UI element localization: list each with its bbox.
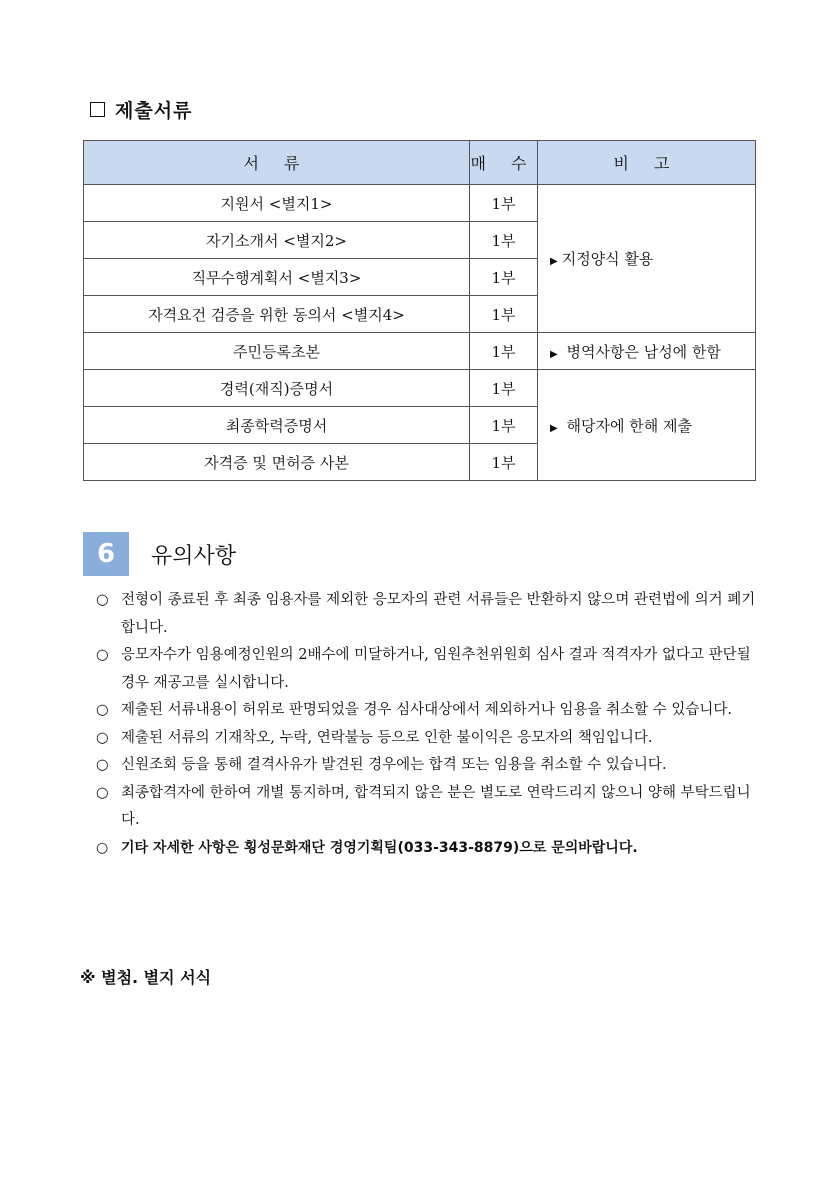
list-item (96, 587, 758, 642)
header-remarks: 비 고 (538, 141, 756, 185)
circle-bullet-icon: ○ (96, 839, 109, 856)
note-text: 신원조회 등을 통해 결격사유가 발견된 경우에는 합격 또는 임용을 취소할 수 있습니다. (121, 757, 667, 773)
attachment-note: ※ 별첨. 별지 서식 (80, 968, 212, 987)
document-name: 주민등록초본 (84, 333, 470, 370)
section-6-heading (83, 532, 236, 576)
remark-text: 병역사항은 남성에 한함 (566, 342, 721, 361)
note-text: 최종합격자에 한하여 개별 통지하며, 합격되지 않은 분은 별도로 연락드리지 않으니 양해 부탁드립니다. (121, 784, 751, 828)
document-name: 자격증 및 면허증 사본 (84, 444, 470, 481)
circle-bullet-icon: ○ (96, 757, 109, 773)
documents-table (83, 140, 756, 481)
document-name: 경력(재직)증명서 (84, 370, 470, 407)
triangle-right-icon: ▶ (550, 422, 558, 434)
document-count: 1부 (470, 407, 538, 444)
note-text: 제출된 서류내용이 허위로 판명되었을 경우 심사대상에서 제외하거나 임용을 취소할 수 있습니다. (121, 702, 732, 718)
list-item (96, 835, 758, 863)
list-item (96, 780, 758, 835)
document-name: 자격요건 검증을 위한 동의서 <별지4> (84, 296, 470, 333)
remark-cell (538, 185, 756, 333)
table-row (84, 185, 756, 222)
document-count: 1부 (470, 222, 538, 259)
remark-text: 해당자에 한해 제출 (566, 416, 692, 435)
document-count: 1부 (470, 259, 538, 296)
document-count: 1부 (470, 444, 538, 481)
list-item (96, 697, 758, 725)
table-row (84, 370, 756, 407)
table-header-row (84, 141, 756, 185)
circle-bullet-icon: ○ (96, 784, 109, 801)
document-count: 1부 (470, 185, 538, 222)
circle-bullet-icon: ○ (96, 647, 109, 663)
document-count: 1부 (470, 370, 538, 407)
section-6-title: 유의사항 (151, 543, 237, 569)
circle-bullet-icon: ○ (96, 729, 109, 746)
note-text: 제출된 서류의 기재착오, 누락, 연락불능 등으로 인한 불이익은 응모자의 책임입니다. (121, 729, 653, 746)
list-item (96, 725, 758, 753)
contact-note-text: 기타 자세한 사항은 횡성문화재단 경영기획팀(033-343-8879)으로 문의바랍니다. (121, 839, 638, 856)
section-number-badge: 6 (83, 532, 129, 576)
remark-cell (538, 333, 756, 370)
section-title-text: 제출서류 (115, 100, 193, 122)
header-documents: 서 류 (84, 141, 470, 185)
note-text: 응모자수가 임용예정인원의 2배수에 미달하거나, 임원추천위원회 심사 결과 적격자가 없다고 판단될 경우 재공고를 실시합니다. (121, 647, 751, 691)
triangle-right-icon: ▶ (550, 348, 558, 360)
notes-list (96, 587, 758, 862)
section-title (90, 96, 192, 123)
table-row (84, 333, 756, 370)
circle-bullet-icon: ○ (96, 702, 109, 718)
checkbox-square-icon (90, 102, 105, 117)
document-count: 1부 (470, 296, 538, 333)
document-name: 직무수행계획서 <별지3> (84, 259, 470, 296)
triangle-right-icon: ▶ (550, 256, 558, 267)
remark-text: 지정양식 활용 (561, 250, 654, 268)
remark-cell (538, 370, 756, 481)
header-count: 매 수 (470, 141, 538, 185)
document-name: 지원서 <별지1> (84, 185, 470, 222)
circle-bullet-icon: ○ (96, 592, 109, 608)
list-item (96, 642, 758, 697)
note-text: 전형이 종료된 후 최종 임용자를 제외한 응모자의 관련 서류들은 반환하지 않으며 관련법에 의거 폐기합니다. (121, 592, 756, 636)
list-item (96, 752, 758, 780)
document-count: 1부 (470, 333, 538, 370)
document-name: 최종학력증명서 (84, 407, 470, 444)
document-name: 자기소개서 <별지2> (84, 222, 470, 259)
